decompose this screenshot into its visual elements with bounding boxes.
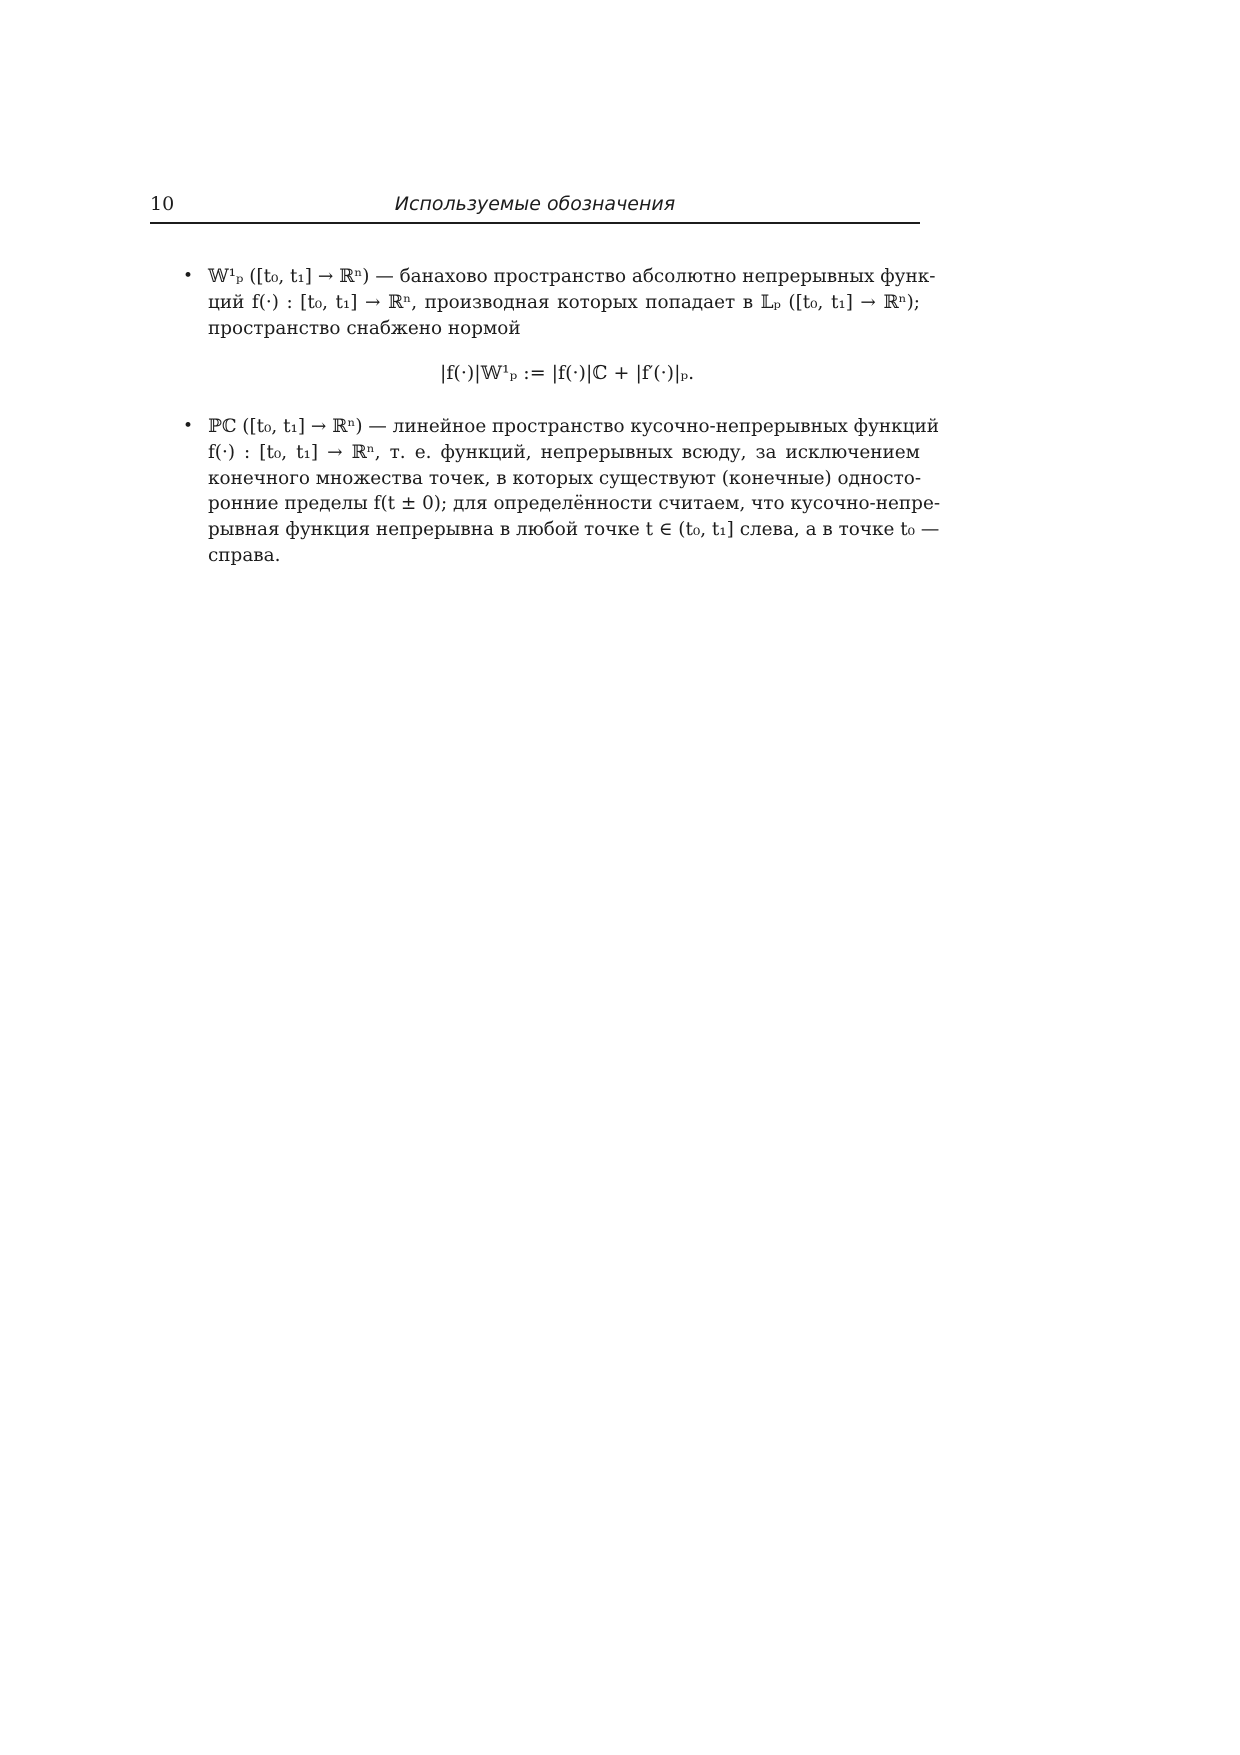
- bullet-icon: •: [183, 416, 194, 436]
- page-header: [150, 192, 920, 222]
- text-line: ций f(·) : [t₀, t₁] → ℝⁿ, производная которых попадает в 𝕃ₚ ([t₀, t₁] → ℝⁿ);: [208, 291, 920, 313]
- text-line: рывная функция непрерывна в любой точке t ∈ (t₀, t₁] слева, а в точке t₀ —: [208, 519, 940, 541]
- bullet-icon: •: [183, 266, 194, 286]
- definition-item-piecewise: [183, 414, 941, 569]
- header-rule: [150, 222, 920, 224]
- norm-formula: |f(·)|𝕎¹ₚ := |f(·)|ℂ + |f′(·)|ₚ.: [440, 362, 695, 384]
- text-line: справа.: [208, 544, 281, 566]
- definition-item-sobolev: [183, 264, 936, 341]
- text-line: ℙℂ ([t₀, t₁] → ℝⁿ) — линейное пространство кусочно-непрерывных функций: [208, 416, 939, 437]
- text-line: ронние пределы f(t ± 0); для определённости считаем, что кусочно-непре-: [208, 493, 941, 515]
- text-line: пространство снабжено нормой: [208, 317, 521, 339]
- text-line: конечного множества точек, в которых существуют (конечные) односто-: [208, 467, 922, 489]
- page-number: 10: [150, 193, 175, 215]
- text-line: f(·) : [t₀, t₁] → ℝⁿ, т. е. функций, непрерывных всюду, за исключением: [208, 441, 920, 463]
- running-title: Используемые обозначения: [394, 193, 676, 215]
- text-line: 𝕎¹ₚ ([t₀, t₁] → ℝⁿ) — банахово пространство абсолютно непрерывных функ-: [208, 266, 936, 287]
